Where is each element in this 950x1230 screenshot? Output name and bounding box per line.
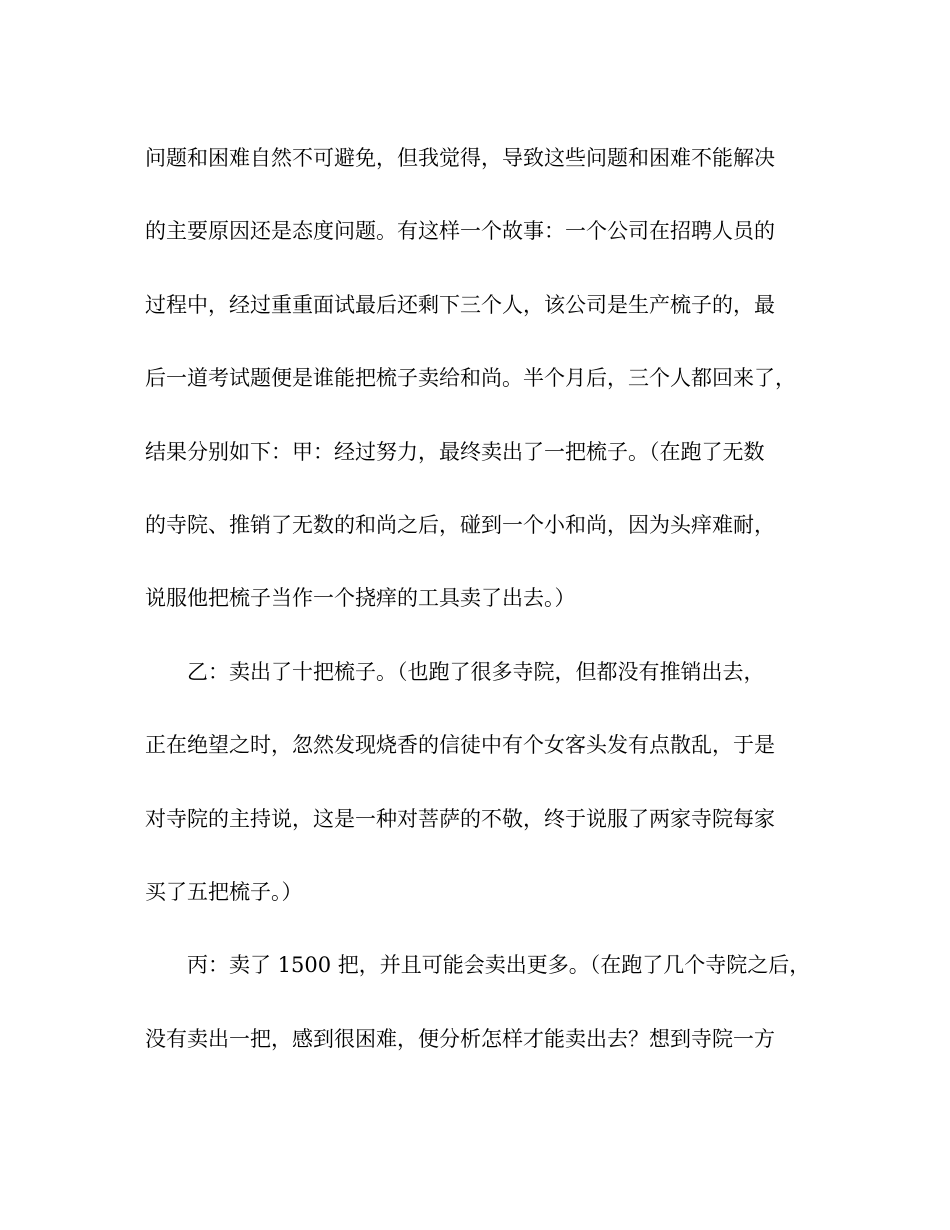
text-line: 过程中，经过重重面试最后还剩下三个人，该公司是生产梳子的，最 bbox=[145, 292, 775, 317]
paragraph-first-line: 乙：卖出了十把梳子。（也跑了很多寺院，但都没有推销出去， bbox=[187, 659, 765, 684]
text-line: 买了五把梳子。） bbox=[145, 879, 303, 904]
text-line: 后一道考试题便是谁能把梳子卖给和尚。半个月后，三个人都回来了， bbox=[145, 366, 796, 391]
document-body bbox=[145, 136, 810, 1090]
paragraph-first-line: 丙：卖了 1500 把，并且可能会卖出更多。（在跑了几个寺院之后， bbox=[187, 953, 811, 978]
text-line: 正在绝望之时，忽然发现烧香的信徒中有个女客头发有点散乱，于是 bbox=[145, 733, 775, 758]
text-line: 没有卖出一把，感到很困难，便分析怎样才能卖出去？想到寺院一方 bbox=[145, 1026, 775, 1051]
text-line: 结果分别如下：甲：经过努力，最终卖出了一把梳子。（在跑了无数 bbox=[145, 439, 765, 464]
text-line: 的寺院、推销了无数的和尚之后，碰到一个小和尚，因为头痒难耐， bbox=[145, 512, 775, 537]
text-line: 问题和困难自然不可避免，但我觉得，导致这些问题和困难不能解决 bbox=[145, 146, 775, 170]
text-line: 的主要原因还是态度问题。有这样一个故事：一个公司在招聘人员的 bbox=[145, 219, 775, 244]
text-line: 说服他把梳子当作一个挠痒的工具卖了出去。） bbox=[145, 586, 576, 611]
text-line: 对寺院的主持说，这是一种对菩萨的不敬，终于说服了两家寺院每家 bbox=[145, 806, 775, 831]
